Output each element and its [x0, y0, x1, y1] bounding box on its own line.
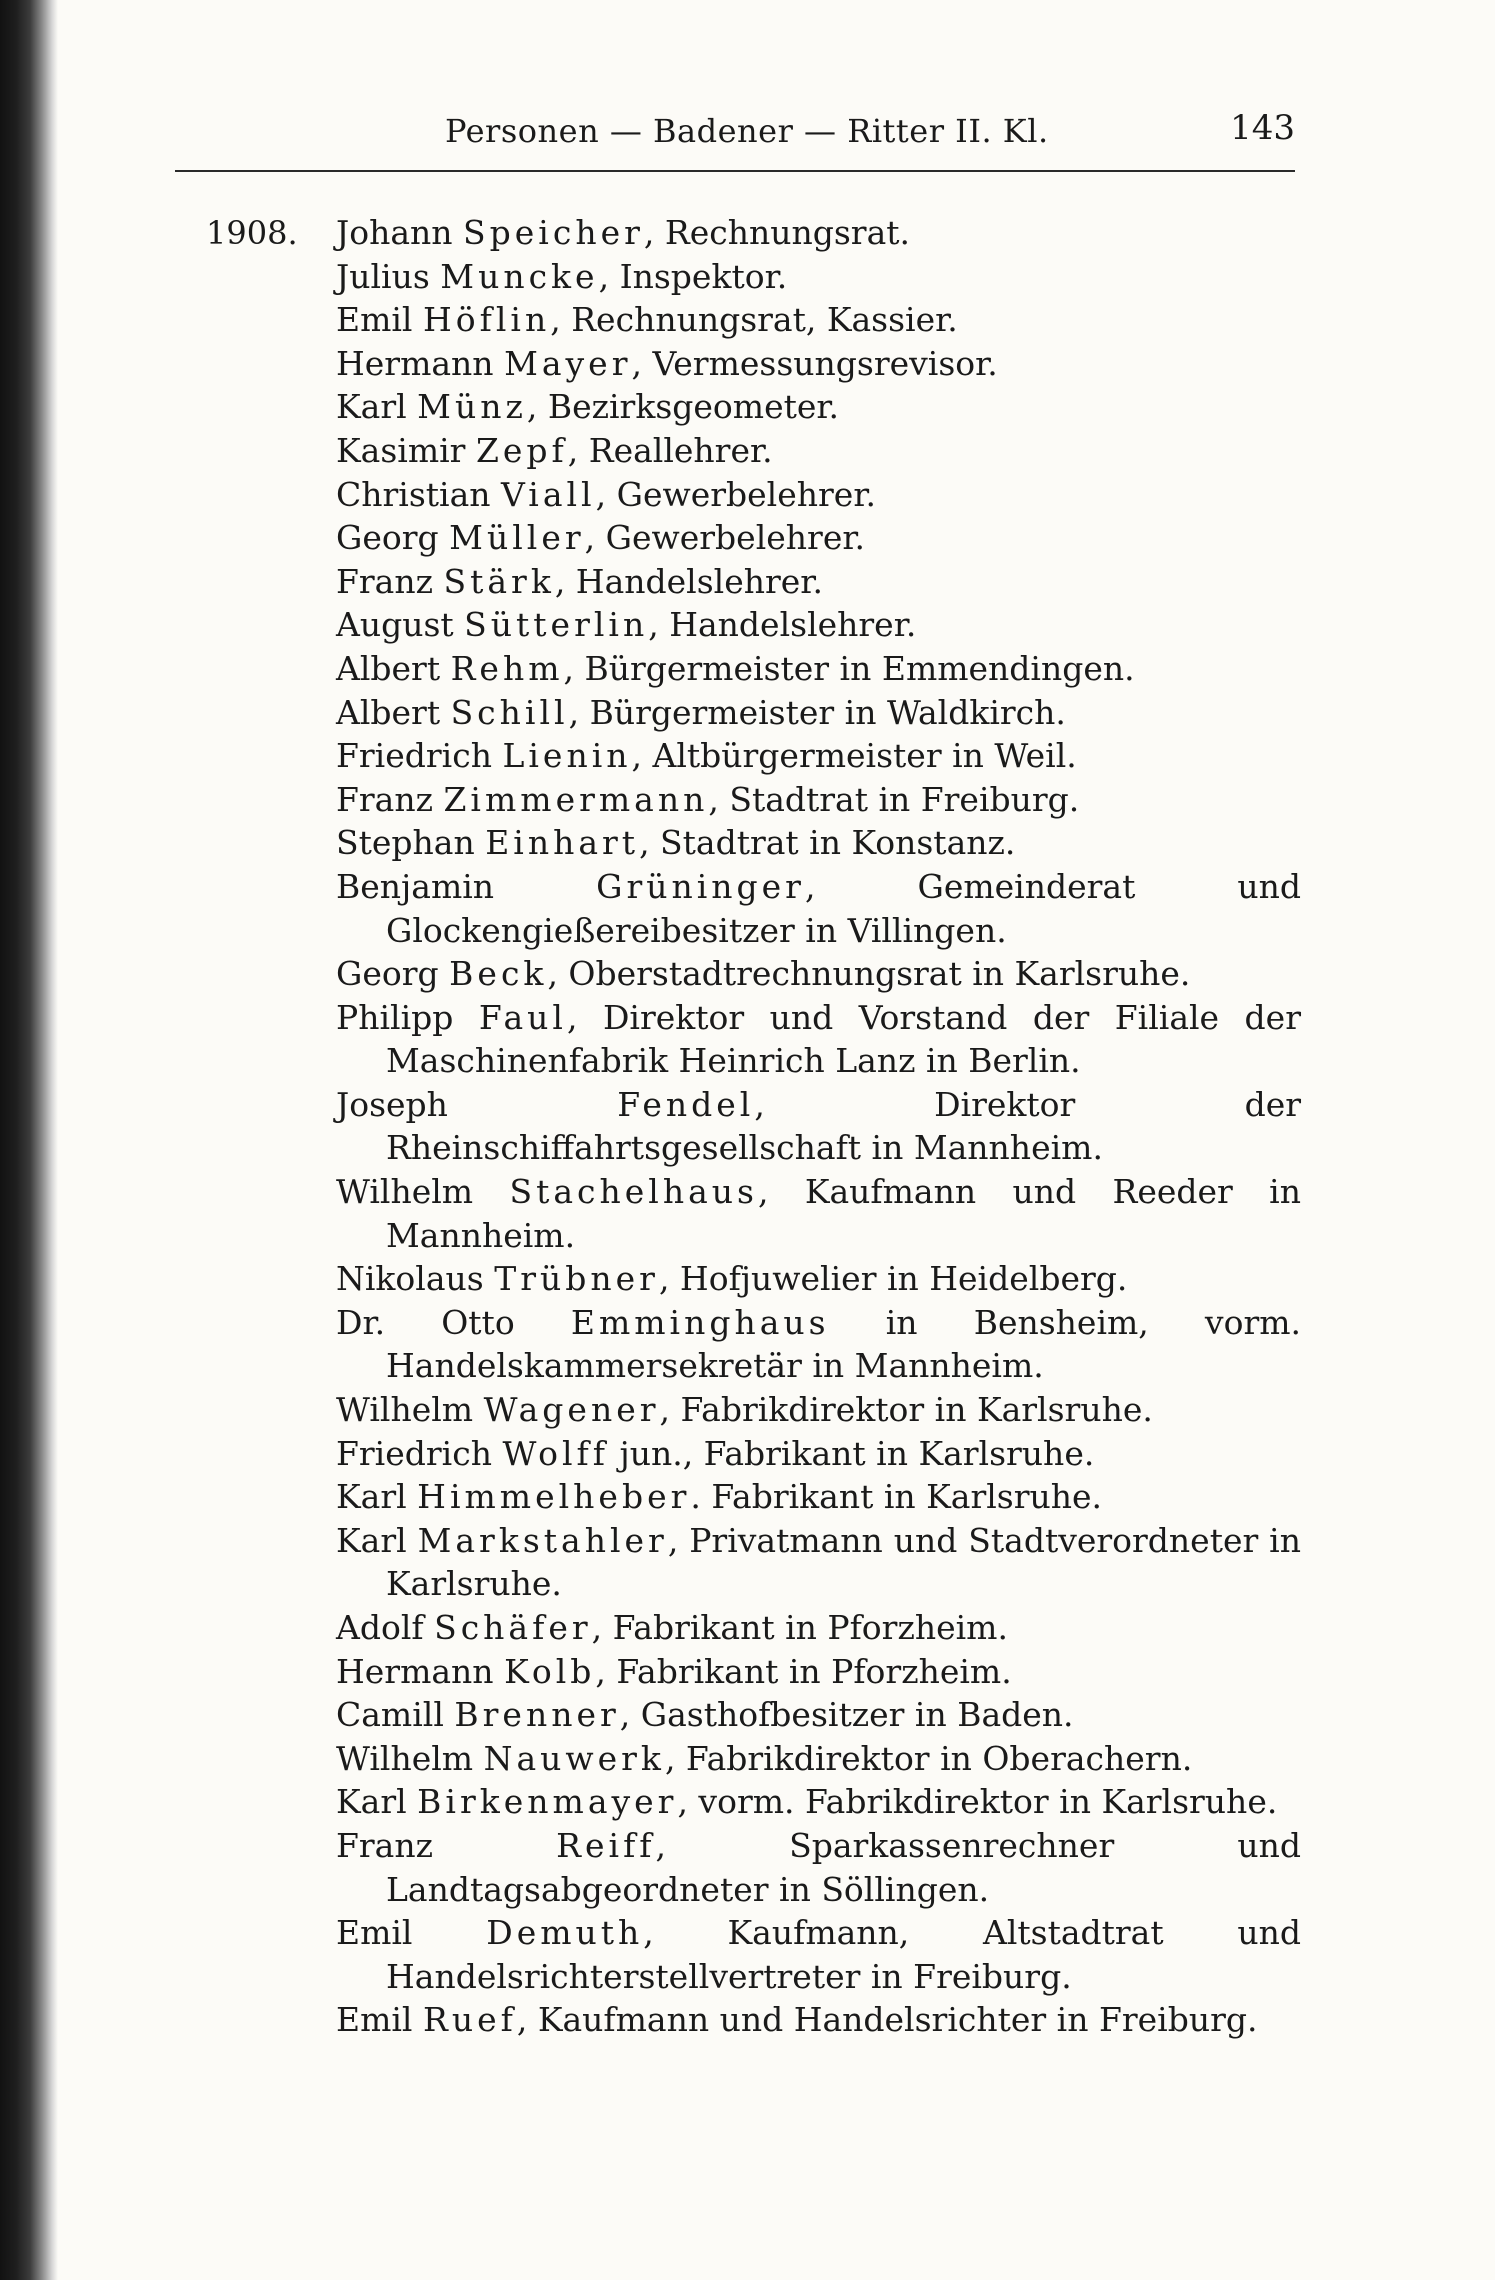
entry: [336, 342, 1301, 386]
entry-surname: Emminghaus: [570, 1302, 830, 1342]
entry: [336, 1257, 1301, 1301]
entry: [336, 1780, 1301, 1824]
entry-description: , Kaufmann, Altstadtrat und Handelsrichterstellvertreter in Freiburg.: [386, 1913, 1301, 1996]
entry-surname: Beck: [449, 954, 548, 994]
entry-description: , Vermessungsrevisor.: [631, 343, 998, 383]
entry-surname: Grüninger: [596, 866, 805, 906]
entry-first-name: Camill: [336, 1695, 444, 1735]
entry-surname: Rehm: [450, 648, 564, 688]
entry-description: , Stadtrat in Konstanz.: [639, 823, 1016, 863]
entry-description: , Privatmann und Stadtverordneter in Karlsruhe.: [386, 1520, 1301, 1604]
entry: [336, 1650, 1301, 1694]
entry-description: , Direktor und Vorstand der Filiale der Maschinenfabrik Heinrich Lanz in Berlin.: [386, 997, 1301, 1081]
entry-surname: Muncke: [440, 256, 599, 296]
entry: [336, 1475, 1301, 1519]
entry: [336, 734, 1301, 778]
entry-first-name: Kasimir: [336, 430, 466, 470]
entry-first-name: Albert: [336, 648, 441, 688]
entry-description: , Kaufmann und Reeder in Mannheim.: [386, 1172, 1301, 1255]
entry-description: , Fabrikdirektor in Oberachern.: [664, 1738, 1193, 1778]
entry: [336, 560, 1301, 604]
entry-first-name: Franz: [336, 561, 433, 601]
entry-surname: Demuth: [486, 1913, 644, 1953]
year-label: 1908.: [206, 214, 298, 252]
entry-surname: Stachelhaus: [509, 1172, 758, 1212]
entry-description: jun., Fabrikant in Karlsruhe.: [608, 1433, 1095, 1473]
entry: [336, 429, 1301, 473]
entry-first-name: Nikolaus: [336, 1259, 484, 1299]
entry-first-name: Adolf: [336, 1608, 424, 1647]
entry-description: , Fabrikant in Pforzheim.: [595, 1651, 1012, 1691]
entry-surname: Markstahler: [417, 1520, 668, 1560]
entry-description: , Gemeinderat und Glockengießereibesitzer in Villingen.: [386, 866, 1302, 950]
entry-description: , Rechnungsrat, Kassier.: [550, 300, 958, 340]
entry: [336, 647, 1301, 691]
entry-first-name: Joseph: [336, 1084, 448, 1124]
entry: [336, 1170, 1301, 1257]
entry-description: , Hofjuwelier in Heidelberg.: [658, 1259, 1128, 1299]
entry-first-name: Franz: [336, 779, 433, 819]
entry-description: , Bürgermeister in Emmendingen.: [563, 648, 1135, 688]
entry-surname: Stärk: [443, 561, 555, 601]
entry-first-name: Albert: [336, 692, 441, 732]
entry-description: , Fabrikdirektor in Karlsruhe.: [659, 1390, 1153, 1430]
entry-first-name: August: [336, 605, 454, 645]
entry: [336, 385, 1301, 429]
entry-first-name: Wilhelm: [336, 1390, 474, 1430]
entry: [336, 996, 1301, 1083]
entry: [336, 1998, 1301, 2042]
entry-surname: Müller: [449, 518, 585, 558]
entry-description: , Bürgermeister in Waldkirch.: [568, 692, 1066, 732]
entry-description: , Altbürgermeister in Weil.: [631, 736, 1077, 776]
entry-first-name: Philipp: [336, 997, 454, 1037]
entry-description: , Kaufmann und Handelsrichter in Freiburg.: [516, 2000, 1258, 2040]
entry-description: , Sparkassenrechner und Landtagsabgeordneter in Söllingen.: [386, 1825, 1301, 1909]
entry-surname: Reiff: [556, 1825, 656, 1865]
entry-description: , Handelslehrer.: [648, 605, 917, 645]
entry-description: , Gasthofbesitzer in Baden.: [619, 1695, 1074, 1735]
entry: [336, 516, 1301, 560]
entry-description: . Fabrikant in Karlsruhe.: [690, 1477, 1103, 1517]
entry-description: , Reallehrer.: [567, 430, 773, 470]
entry-first-name: Emil: [336, 300, 413, 340]
entry: [336, 691, 1301, 735]
entry-description: , Gewerbelehrer.: [595, 474, 876, 514]
entry-description: , Inspektor.: [598, 256, 788, 296]
entry-surname: Nauwerk: [483, 1738, 665, 1778]
entry-first-name: Karl: [336, 1477, 407, 1517]
entry: [336, 1388, 1301, 1432]
entry-first-name: Emil: [336, 2000, 413, 2040]
entries-list: [336, 211, 1301, 2042]
entry-surname: Brenner: [454, 1695, 620, 1735]
entry-first-name: Georg: [336, 954, 439, 994]
entry-surname: Münz: [417, 387, 527, 427]
entry-description: , Direktor der Rheinschiffahrtsgesellschaft in Mannheim.: [386, 1084, 1301, 1168]
entry-first-name: Christian: [336, 474, 491, 514]
entry-first-name: Georg: [336, 518, 439, 558]
entry-first-name: Wilhelm: [336, 1738, 474, 1778]
entry-surname: Schäfer: [434, 1608, 592, 1647]
entry-surname: Birkenmayer: [417, 1782, 678, 1822]
entry: [336, 211, 1301, 255]
entry: [336, 1693, 1301, 1737]
entry-description: , Stadtrat in Freiburg.: [708, 779, 1080, 819]
entry-first-name: Karl: [336, 1782, 407, 1822]
entry: [336, 865, 1301, 952]
entry: [336, 1432, 1301, 1476]
entry-surname: Schill: [450, 692, 569, 732]
entry: [336, 603, 1301, 647]
entry-first-name: Karl: [336, 1520, 407, 1560]
entry: [336, 1606, 1301, 1650]
entry-first-name: Julius: [336, 256, 430, 296]
entry-first-name: Emil: [336, 1913, 413, 1953]
entry: [336, 1824, 1301, 1911]
entry-surname: Wolff: [502, 1433, 609, 1473]
entry-surname: Viall: [501, 474, 596, 514]
entry-description: , Gewerbelehrer.: [584, 518, 865, 558]
entry: [336, 255, 1301, 299]
entry-surname: Himmelheber: [417, 1477, 691, 1517]
entry: [336, 1737, 1301, 1781]
entry: [336, 298, 1301, 342]
entry-surname: Sütterlin: [464, 605, 649, 645]
entry-description: in Bensheim, vorm. Handelskammersekretär in Mannheim.: [386, 1302, 1302, 1386]
entry-description: , Oberstadtrechnungsrat in Karlsruhe.: [547, 954, 1191, 994]
entry: [336, 1519, 1301, 1606]
entry-surname: Ruef: [423, 2000, 517, 2040]
entry-first-name: Wilhelm: [336, 1172, 474, 1212]
entry-surname: Einhart: [485, 823, 640, 863]
running-head: [175, 108, 1295, 164]
entry-description: , vorm. Fabrikdirektor in Karlsruhe.: [677, 1782, 1278, 1822]
entry-surname: Trübner: [494, 1259, 659, 1299]
entry-surname: Höflin: [423, 300, 551, 340]
entry: [336, 1911, 1301, 1998]
book-spine-shadow: [0, 0, 58, 2280]
entry: [336, 1083, 1301, 1170]
entry-first-name: Franz: [336, 1825, 433, 1865]
entry-first-name: Friedrich: [336, 736, 492, 776]
entry-description: , Rechnungsrat.: [643, 213, 911, 252]
entry-description: , Handelslehrer.: [554, 561, 823, 601]
entry-first-name: Hermann: [336, 1651, 494, 1691]
entry-first-name: Dr. Otto: [336, 1302, 515, 1342]
entry: [336, 821, 1301, 865]
header-rule: [175, 170, 1295, 172]
entry-surname: Kolb: [504, 1651, 596, 1691]
entry-description: , Fabrikant in Pforzheim.: [591, 1608, 1008, 1647]
entry-surname: Wagener: [483, 1390, 660, 1430]
entry-first-name: Benjamin: [336, 866, 495, 906]
entry-first-name: Karl: [336, 387, 407, 427]
entry-surname: Fendel: [617, 1084, 755, 1124]
entry: [336, 952, 1301, 996]
entry-surname: Speicher: [463, 213, 644, 252]
entry-surname: Zimmermann: [443, 779, 709, 819]
entry-first-name: Hermann: [336, 343, 494, 383]
entry-surname: Mayer: [504, 343, 632, 383]
entry: [336, 473, 1301, 517]
entry-first-name: Friedrich: [336, 1433, 492, 1473]
entry-surname: Zepf: [475, 430, 568, 470]
entry-first-name: Johann: [336, 213, 453, 252]
entry: [336, 1301, 1301, 1388]
entry-surname: Lienin: [502, 736, 632, 776]
running-title: Personen — Badener — Ritter II. Kl.: [445, 112, 1049, 150]
entry: [336, 778, 1301, 822]
entry-first-name: Stephan: [336, 823, 475, 863]
page-number: 143: [1230, 108, 1295, 148]
entry-description: , Bezirksgeometer.: [526, 387, 840, 427]
entry-surname: Faul: [478, 997, 567, 1037]
